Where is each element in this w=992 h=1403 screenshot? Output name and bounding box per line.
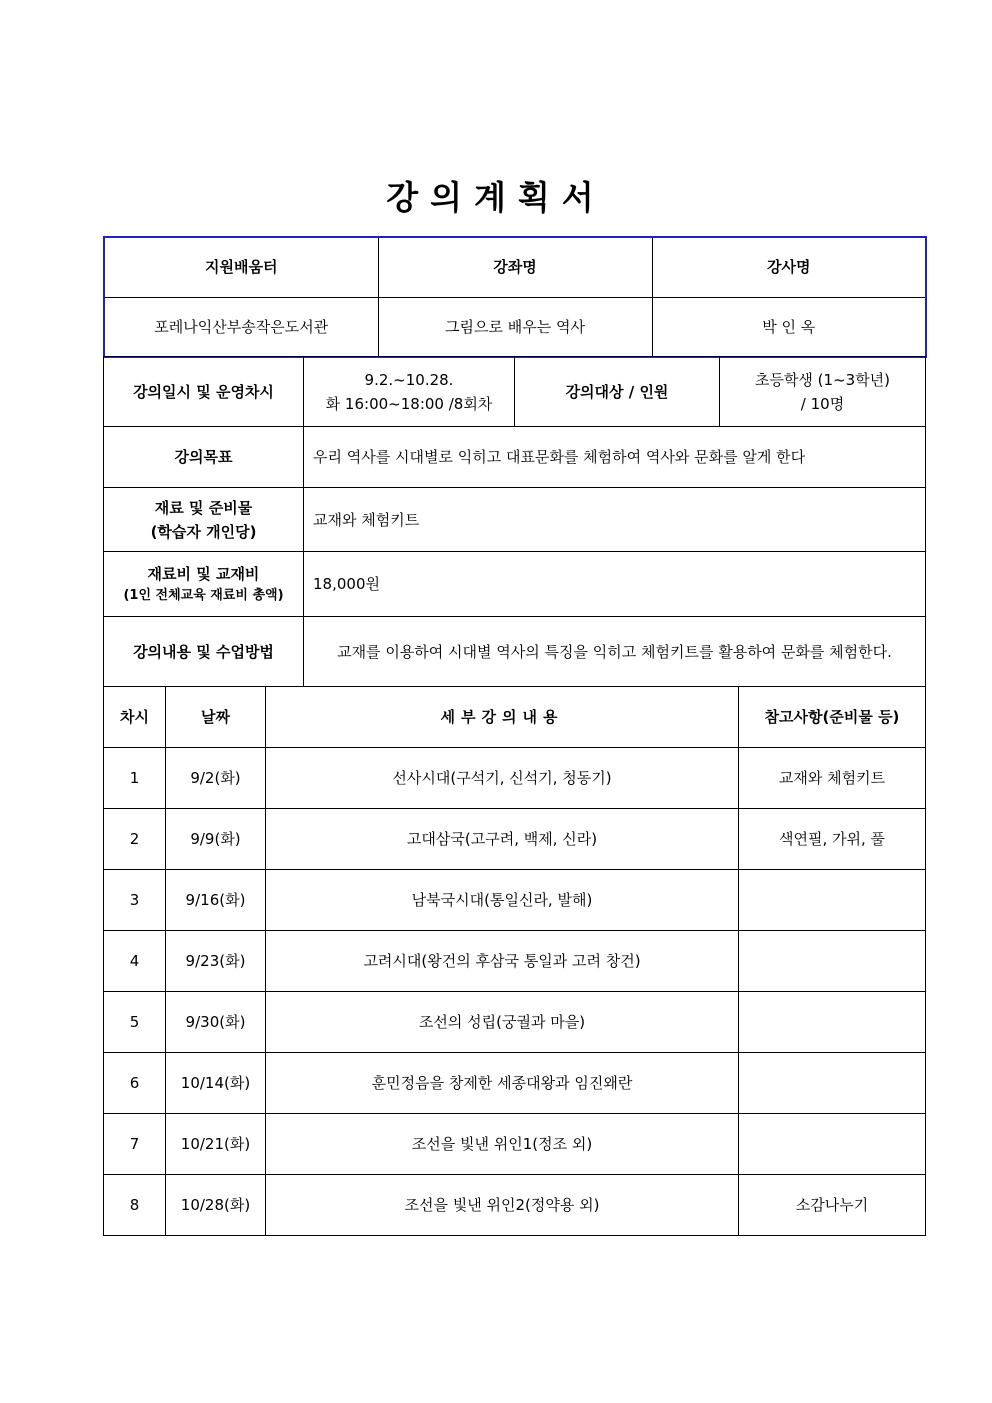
session-date: 9/23(화) xyxy=(166,931,266,992)
value-course-name: 그림으로 배우는 역사 xyxy=(378,297,652,357)
target-count: / 10명 xyxy=(800,394,845,413)
method-label: 강의내용 및 수업방법 xyxy=(104,617,304,687)
session-note xyxy=(739,1053,926,1114)
table-row xyxy=(104,931,926,992)
target-audience: 초등학생 (1~3학년) xyxy=(754,370,891,389)
schedule-value xyxy=(304,357,515,427)
summary-header-row xyxy=(104,237,926,297)
table-row xyxy=(104,1114,926,1175)
session-date: 9/16(화) xyxy=(166,870,266,931)
schedule-label: 강의일시 및 운영차시 xyxy=(104,357,304,427)
session-content: 훈민정음을 창제한 세종대왕과 임진왜란 xyxy=(266,1053,739,1114)
session-content: 조선의 성립(궁궐과 마을) xyxy=(266,992,739,1053)
schedule-dates: 9.2.~10.28. xyxy=(364,370,454,389)
header-instructor: 강사명 xyxy=(652,237,926,297)
session-no: 1 xyxy=(104,748,166,809)
session-no: 2 xyxy=(104,809,166,870)
sessions-header-row xyxy=(104,687,926,748)
session-no: 6 xyxy=(104,1053,166,1114)
session-note xyxy=(739,992,926,1053)
page-title: 강의계획서 xyxy=(386,178,606,217)
header-support-center: 지원배움터 xyxy=(104,237,378,297)
session-no: 3 xyxy=(104,870,166,931)
value-instructor: 박 인 옥 xyxy=(652,297,926,357)
session-date: 9/2(화) xyxy=(166,748,266,809)
session-date: 10/14(화) xyxy=(166,1053,266,1114)
session-content: 조선을 빛낸 위인1(정조 외) xyxy=(266,1114,739,1175)
session-no: 8 xyxy=(104,1175,166,1236)
session-content: 조선을 빛낸 위인2(정약용 외) xyxy=(266,1175,739,1236)
session-note: 교재와 체험키트 xyxy=(739,748,926,809)
table-row xyxy=(104,809,926,870)
fee-row xyxy=(104,552,926,617)
session-no: 4 xyxy=(104,931,166,992)
table-row xyxy=(104,870,926,931)
materials-row xyxy=(104,488,926,552)
materials-label-line1: 재료 및 준비물 xyxy=(154,498,253,517)
summary-value-row xyxy=(104,297,926,357)
header-content: 세부강의내용 xyxy=(266,687,739,748)
target-value xyxy=(720,357,926,427)
fee-value: 18,000원 xyxy=(304,552,926,617)
method-row xyxy=(104,617,926,687)
goal-label: 강의목표 xyxy=(104,427,304,488)
target-label: 강의대상 / 인원 xyxy=(515,357,720,427)
session-no: 5 xyxy=(104,992,166,1053)
session-date: 9/9(화) xyxy=(166,809,266,870)
value-support-center: 포레나익산부송작은도서관 xyxy=(104,297,378,357)
header-session-no: 차시 xyxy=(104,687,166,748)
table-row xyxy=(104,748,926,809)
header-date: 날짜 xyxy=(166,687,266,748)
session-note xyxy=(739,870,926,931)
sessions-table xyxy=(103,686,926,1236)
goal-row xyxy=(104,427,926,488)
session-content: 남북국시대(통일신라, 발해) xyxy=(266,870,739,931)
materials-value: 교재와 체험키트 xyxy=(304,488,926,552)
session-note xyxy=(739,1114,926,1175)
table-row xyxy=(104,1175,926,1236)
summary-table xyxy=(103,236,927,358)
session-no: 7 xyxy=(104,1114,166,1175)
info-table xyxy=(103,356,926,687)
session-content: 고대삼국(고구려, 백제, 신라) xyxy=(266,809,739,870)
session-content: 선사시대(구석기, 신석기, 청동기) xyxy=(266,748,739,809)
session-date: 10/28(화) xyxy=(166,1175,266,1236)
session-date: 9/30(화) xyxy=(166,992,266,1053)
fee-label xyxy=(104,552,304,617)
schedule-row xyxy=(104,357,926,427)
session-date: 10/21(화) xyxy=(166,1114,266,1175)
table-row xyxy=(104,1053,926,1114)
fee-label-line1: 재료비 및 교재비 xyxy=(147,564,260,583)
header-note: 참고사항(준비물 등) xyxy=(739,687,926,748)
fee-label-line2: (1인 전체교육 재료비 총액) xyxy=(123,587,284,603)
schedule-times: 화 16:00~18:00 /8회차 xyxy=(325,394,493,413)
method-value: 교재를 이용하여 시대별 역사의 특징을 익히고 체험키트를 활용하여 문화를 체험한다. xyxy=(304,617,926,687)
session-note: 소감나누기 xyxy=(739,1175,926,1236)
table-row xyxy=(104,992,926,1053)
session-note xyxy=(739,931,926,992)
materials-label-line2: (학습자 개인당) xyxy=(150,522,257,541)
goal-value: 우리 역사를 시대별로 익히고 대표문화를 체험하여 역사와 문화를 알게 한다 xyxy=(304,427,926,488)
materials-label xyxy=(104,488,304,552)
session-note: 색연필, 가위, 풀 xyxy=(739,809,926,870)
header-course-name: 강좌명 xyxy=(378,237,652,297)
session-content: 고려시대(왕건의 후삼국 통일과 고려 창건) xyxy=(266,931,739,992)
